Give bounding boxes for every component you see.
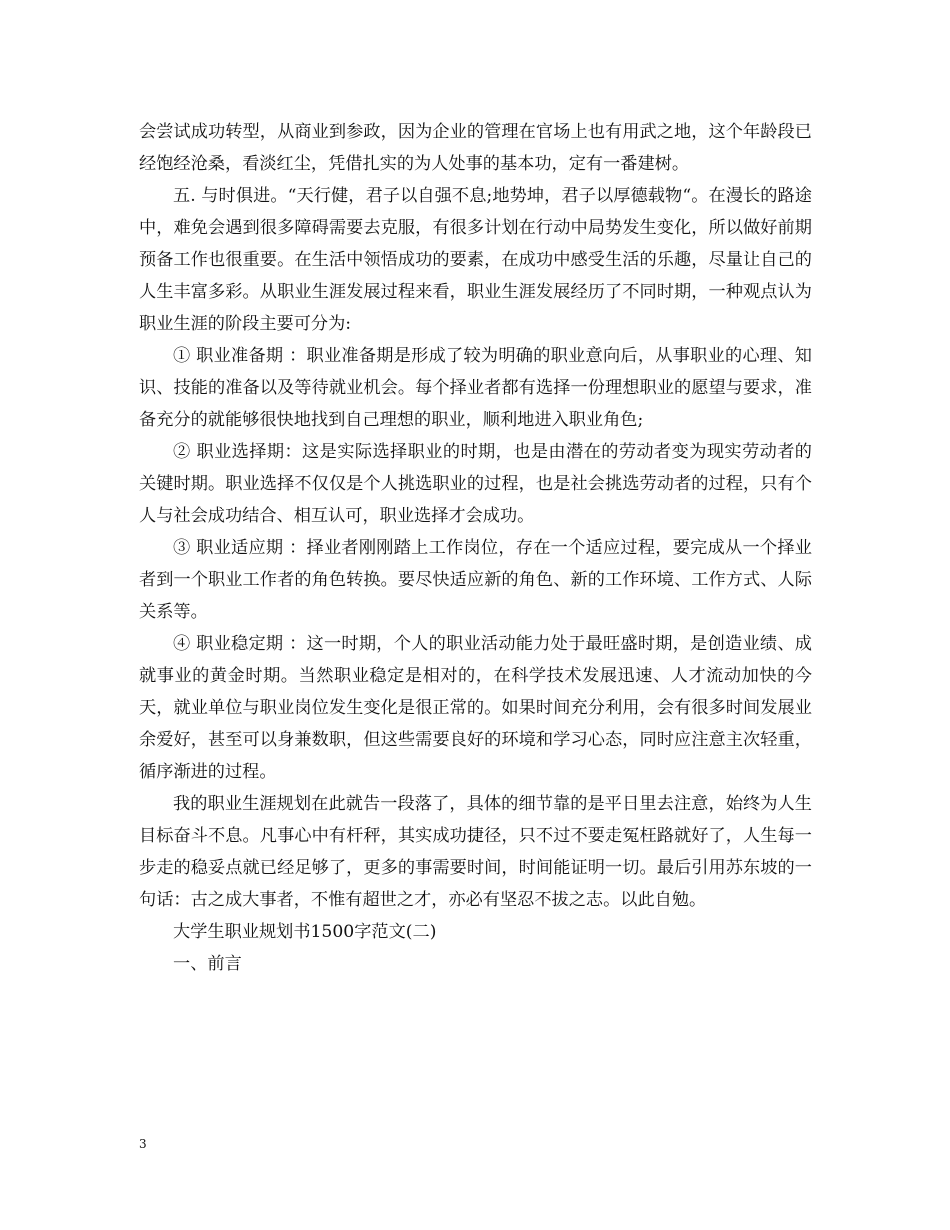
- subsection-title: 一、前言: [173, 954, 242, 974]
- paragraph-7: 我的职业生涯规划在此就告一段落了，具体的细节靠的是平日里去注意，始终为人生目标奋斗不息。凡事心中有杆秤，其实成功捷径，只不过不要走冤枉路就好了，人生每一步走的稳妥点就已经足够了，更多的事需要时间，时间能证明一切。最后引用苏东坡的一句话：古之成大事者，不惟有超世之才，亦必有坚忍不拔之志。以此自勉。: [139, 794, 812, 910]
- paragraph-1: 会尝试成功转型，从商业到参政，因为企业的管理在官场上也有用武之地，这个年龄段已经饱经沧桑，看淡红尘，凭借扎实的为人处事的基本功，定有一番建树。: [139, 122, 812, 174]
- paragraph-2: 五. 与时俱进。“天行健，君子以自强不息;地势坤，君子以厚德载物“。在漫长的路途中，难免会遇到很多障碍需要去克服，有很多计划在行动中局势发生变化，所以做好前期预备工作也很重要。在生活中领悟成功的要素，在成功中感受生活的乐趣，尽量让自己的人生丰富多彩。从职业生涯发展过程来看，职业生涯发展经历了不同时期，一种观点认为职业生涯的阶段主要可分为:: [139, 186, 812, 334]
- paragraph-4: ② 职业选择期：这是实际选择职业的时期，也是由潜在的劳动者变为现实劳动者的关键时期。职业选择不仅仅是个人挑选职业的过程，也是社会挑选劳动者的过程，只有个人与社会成功结合、相互认可，职业选择才会成功。: [139, 442, 812, 526]
- section-title: 大学生职业规划书1500字范文(二): [173, 922, 437, 942]
- paragraph-3: ① 职业准备期 ：职业准备期是形成了较为明确的职业意向后，从事职业的心理、知识、技能的准备以及等待就业机会。每个择业者都有选择一份理想职业的愿望与要求，准备充分的就能够很快地找到自己理想的职业，顺利地进入职业角色;: [139, 346, 812, 430]
- document-body: [139, 116, 812, 980]
- page-number: 3: [139, 1137, 147, 1151]
- paragraph-5: ③ 职业适应期 ：择业者刚刚踏上工作岗位，存在一个适应过程，要完成从一个择业者到一个职业工作者的角色转换。要尽快适应新的角色、新的工作环境、工作方式、人际关系等。: [139, 538, 812, 622]
- paragraph-6: ④ 职业稳定期 ：这一时期，个人的职业活动能力处于最旺盛时期，是创造业绩、成就事业的黄金时期。当然职业稳定是相对的，在科学技术发展迅速、人才流动加快的今天，就业单位与职业岗位发生变化是很正常的。如果时间充分利用，会有很多时间发展业余爱好，甚至可以身兼数职，但这些需要良好的环境和学习心态，同时应注意主次轻重，循序渐进的过程。: [139, 634, 812, 782]
